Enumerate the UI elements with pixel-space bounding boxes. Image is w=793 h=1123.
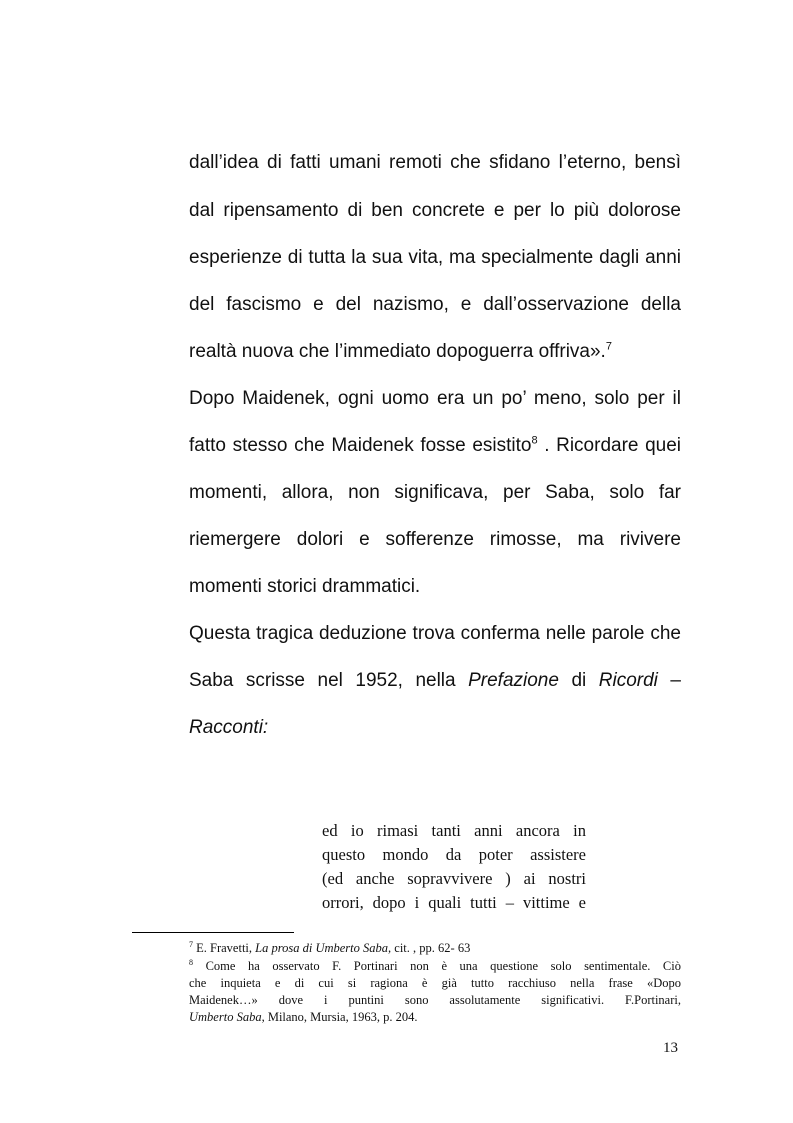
body-line-13	[189, 716, 681, 740]
body-line-12-di: di	[558, 670, 599, 691]
body-line-6: Dopo Maidenek, ogni uomo era un po’ meno, solo per il	[189, 388, 681, 409]
footnote-7-mark: 7	[189, 939, 193, 949]
body-line-5	[189, 340, 681, 364]
footnote-ref-8[interactable]: 8	[531, 434, 538, 447]
body-line-1: dall’idea di fatti umani remoti che sfidano l’eterno, bensì	[189, 152, 681, 173]
body-line-2: dal ripensamento di ben concrete e per lo più dolorose	[189, 200, 681, 221]
prefazione-title: Prefazione	[468, 670, 559, 691]
ricordi-title: Ricordi	[598, 670, 658, 691]
quote-line-1: ed io rimasi tanti anni ancora in	[322, 821, 586, 840]
quote-line-2: questo mondo da poter assistere	[322, 845, 586, 864]
footnote-7-post: cit. , pp. 62- 63	[391, 941, 471, 955]
body-line-12	[189, 669, 681, 693]
footnote-8-book-title: Umberto Saba	[189, 1010, 262, 1024]
footnote-ref-7[interactable]: 7	[605, 340, 612, 353]
footnote-8-line-3: Maidenek…» dove i puntini sono assolutamente significativi. F.Portinari,	[189, 993, 681, 1007]
footnote-8-line-1	[189, 958, 681, 975]
footnote-8-line-4	[189, 1009, 681, 1026]
body-line-5-text: realtà nuova che l’immediato dopoguerra offriva».	[189, 341, 606, 362]
footnote-8-line-2: che inquieta e di cui si ragiona è già tutto racchiuso nella frase «Dopo	[189, 976, 681, 990]
racconti-title: Racconti:	[189, 717, 269, 738]
body-line-8: momenti, allora, non significava, per Saba, solo far	[189, 482, 681, 503]
body-line-4: del fascismo e del nazismo, e dall’osservazione della	[189, 294, 681, 315]
page-number: 13	[663, 1040, 678, 1056]
footnote-8-mark: 8	[189, 957, 193, 967]
body-line-7	[189, 434, 681, 458]
body-line-11: Questa tragica deduzione trova conferma nelle parole che	[189, 623, 681, 644]
body-line-10: momenti storici drammatici.	[189, 576, 421, 597]
footnote-separator	[132, 932, 294, 933]
footnote-7-title: La prosa di Umberto Saba,	[255, 941, 392, 955]
body-line-7-text-b: . Ricordare quei	[537, 435, 681, 456]
body-line-12-dash: –	[657, 670, 681, 691]
footnote-7	[189, 940, 681, 957]
body-line-12-text: Saba scrisse nel 1952, nella	[189, 670, 469, 691]
footnote-8-line-4-text: , Milano, Mursia, 1963, p. 204.	[261, 1010, 418, 1024]
quote-line-4: orrori, dopo i quali tutti – vittime e	[322, 893, 586, 912]
body-line-7-text-a: fatto stesso che Maidenek fosse esistito	[189, 435, 532, 456]
footnote-8-line-1-text: Come ha osservato F. Portinari non è una questione solo sentimentale. Ciò	[193, 959, 681, 973]
quote-line-3: (ed anche sopravvivere ) ai nostri	[322, 869, 586, 888]
body-line-3: esperienze di tutta la sua vita, ma specialmente dagli anni	[189, 247, 681, 268]
footnote-7-pre: E. Fravetti,	[193, 941, 256, 955]
body-line-9: riemergere dolori e sofferenze rimosse, ma rivivere	[189, 529, 681, 550]
